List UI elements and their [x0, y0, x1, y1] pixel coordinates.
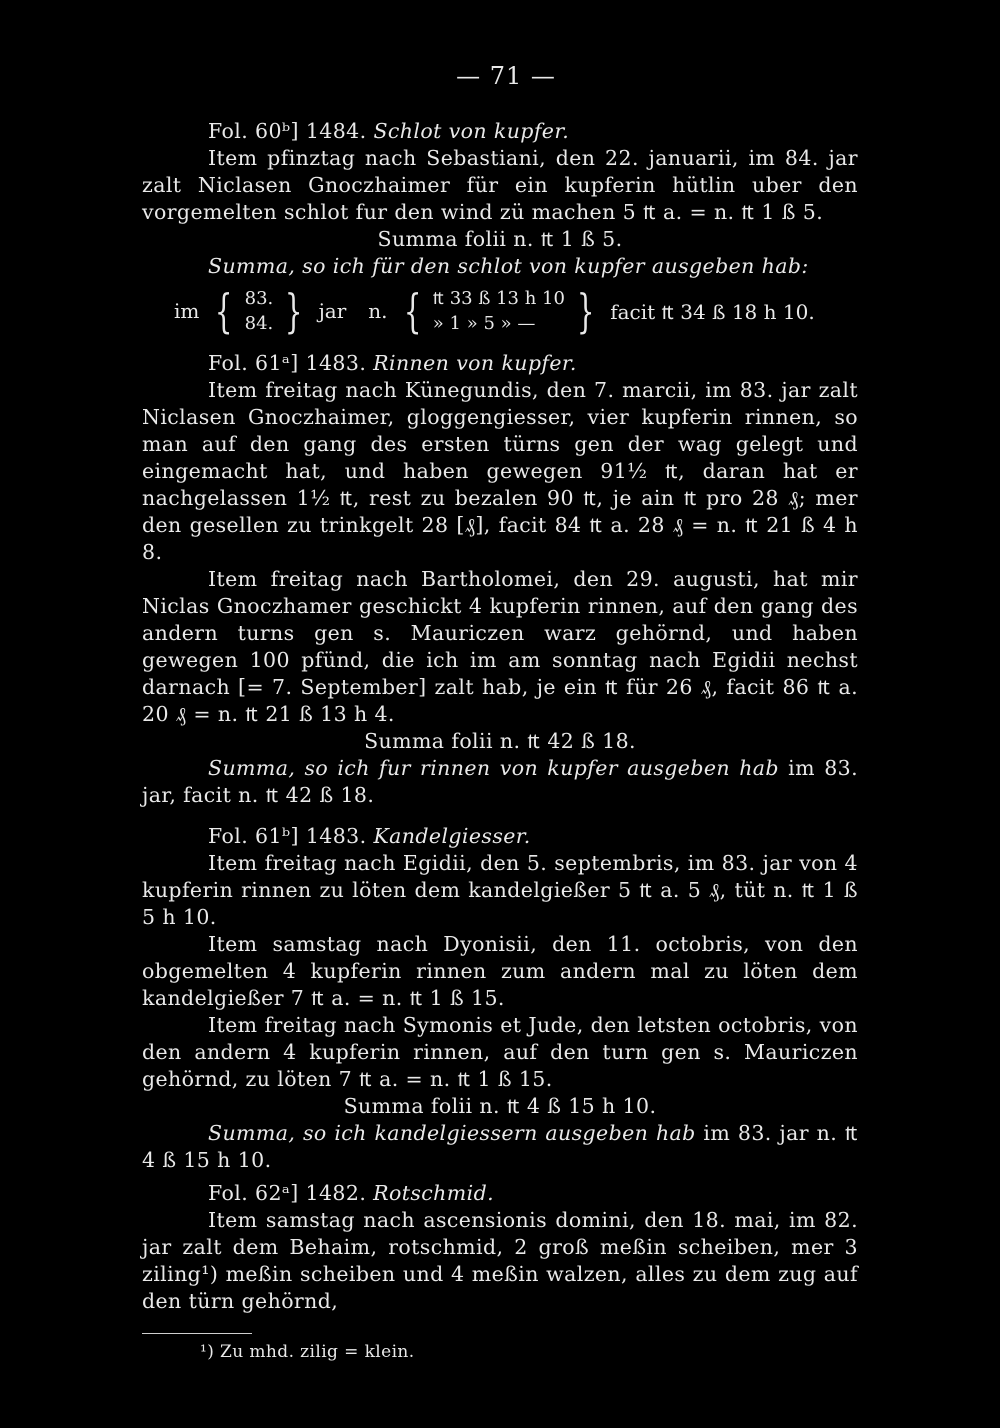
section-heading: [142, 1180, 858, 1207]
jar-label: jar: [318, 299, 347, 323]
n-label: n.: [368, 299, 388, 323]
right-brace-icon: }: [576, 284, 595, 338]
folio-ref: Fol. 61ᵃ]: [208, 351, 299, 375]
heading-title: Schlot von kupfer.: [373, 119, 570, 143]
total-rest: im 83. jar n. ₶ 4 ß 15 h 10.: [142, 1121, 859, 1172]
entry-paragraph: Item freitag nach Egidii, den 5. septembris, im 83. jar von 4 kupferin rinnen zu löten dem kandelgießer 5 ₶ a. 5 ₰, tüt n. ₶ 1 ß 5 h 10.: [142, 851, 858, 929]
total-label: Summa, so ich für den schlot von kupfer ausgeben hab:: [208, 254, 809, 278]
section-total: [142, 253, 858, 280]
footnote: ¹) Zu mhd. zilig = klein.: [200, 1342, 415, 1362]
total-prefix: im: [174, 299, 200, 323]
amount-cell: » 1 » 5 » —: [432, 313, 536, 334]
left-brace-icon: {: [215, 284, 233, 338]
year-cell: 83.: [244, 288, 274, 309]
page-number: — 71 —: [456, 62, 556, 90]
section-heading: [142, 118, 858, 145]
section-total: [142, 755, 858, 809]
amount-cell: ₶ 33 ß 13 h 10: [432, 288, 565, 309]
folio-sum: Summa folii n. ₶ 4 ß 15 h 10.: [343, 1094, 657, 1118]
total-label: Summa, so ich kandelgiessern ausgeben hab: [208, 1121, 696, 1145]
footnote-divider: [142, 1333, 252, 1334]
entry-paragraph: Item samstag nach ascensionis domini, den 18. mai, im 82. jar zalt dem Behaim, rotschmid, 2 groß meßin scheiben, mer 3 ziling¹) meßin scheiben und 4 meßin walzen, alles zu dem zug auf den türn gehörnd,: [142, 1208, 858, 1313]
heading-year: 1482.: [305, 1181, 367, 1205]
total-rest: im 83. jar, facit n. ₶ 42 ß 18.: [142, 756, 858, 807]
section-heading: [142, 350, 858, 377]
folio-sum: Summa folii n. ₶ 42 ß 18.: [364, 729, 636, 753]
section-heading: [142, 823, 858, 850]
facit-total: facit ₶ 34 ß 18 h 10.: [610, 299, 815, 324]
year-group: [245, 286, 274, 336]
folio-sum: Summa folii n. ₶ 1 ß 5.: [377, 227, 623, 251]
heading-title: Kandelgiesser.: [373, 824, 531, 848]
heading-year: 1483.: [305, 824, 367, 848]
folio-ref: Fol. 62ᵃ]: [208, 1181, 299, 1205]
total-label: Summa, so ich fur rinnen von kupfer ausgeben hab: [208, 756, 779, 780]
amount-group: [433, 286, 565, 336]
entry-paragraph: Item pfinztag nach Sebastiani, den 22. januarii, im 84. jar zalt Niclasen Gnoczhaimer für ein kupferin hütlin uber den vorgemelten schlot fur den wind zü machen 5 ₶ a. = n. ₶ 1 ß 5.: [142, 146, 858, 224]
folio-ref: Fol. 60ᵇ]: [208, 119, 299, 143]
right-brace-icon: }: [285, 284, 303, 338]
entry-paragraph: Item samstag nach Dyonisii, den 11. octobris, von den obgemelten 4 kupferin rinnen zum andern mal zu löten dem kandelgießer 7 ₶ a. = n. ₶ 1 ß 15.: [142, 932, 858, 1010]
heading-title: Rinnen von kupfer.: [373, 351, 577, 375]
heading-title: Rotschmid.: [373, 1181, 495, 1205]
folio-ref: Fol. 61ᵇ]: [208, 824, 299, 848]
heading-year: 1484.: [305, 119, 367, 143]
year-cell: 84.: [244, 313, 274, 334]
section-total: [142, 1120, 858, 1174]
entry-paragraph: Item freitag nach Künegundis, den 7. marcii, im 83. jar zalt Niclasen Gnoczhaimer, gloggengiesser, vier kupferin rinnen, so man auf den gang des ersten türns gen der wag gelegt und eingemacht hat, und haben gewegen 91½ ₶, daran hat er nachgelassen 1½ ₶, rest zu bezalen 90 ₶, je ain ₶ pro 28 ₰; mer den gesellen zu trinkgelt 28 [₰], facit 84 ₶ a. 28 ₰ = n. ₶ 21 ß 4 h 8.: [142, 378, 858, 564]
heading-year: 1483.: [305, 351, 367, 375]
entry-paragraph: Item freitag nach Bartholomei, den 29. augusti, hat mir Niclas Gnoczhamer geschickt 4 kupferin rinnen, auf den gang des andern turns gen s. Mauriczen warz gehörnd, und haben gewegen 100 pfünd, die ich im am sonntag nach Egidii nechst darnach [= 7. September] zalt hab, je ein ₶ für 26 ₰, facit 86 ₶ a. 20 ₰ = n. ₶ 21 ß 13 h 4.: [142, 567, 858, 726]
total-table: [170, 286, 858, 336]
left-brace-icon: {: [403, 284, 421, 338]
entry-paragraph: Item freitag nach Symonis et Jude, den letsten octobris, von den andern 4 kupferin rinnen, auf den turn gen s. Mauriczen gehörnd, zu löten 7 ₶ a. = n. ₶ 1 ß 15.: [142, 1013, 858, 1091]
